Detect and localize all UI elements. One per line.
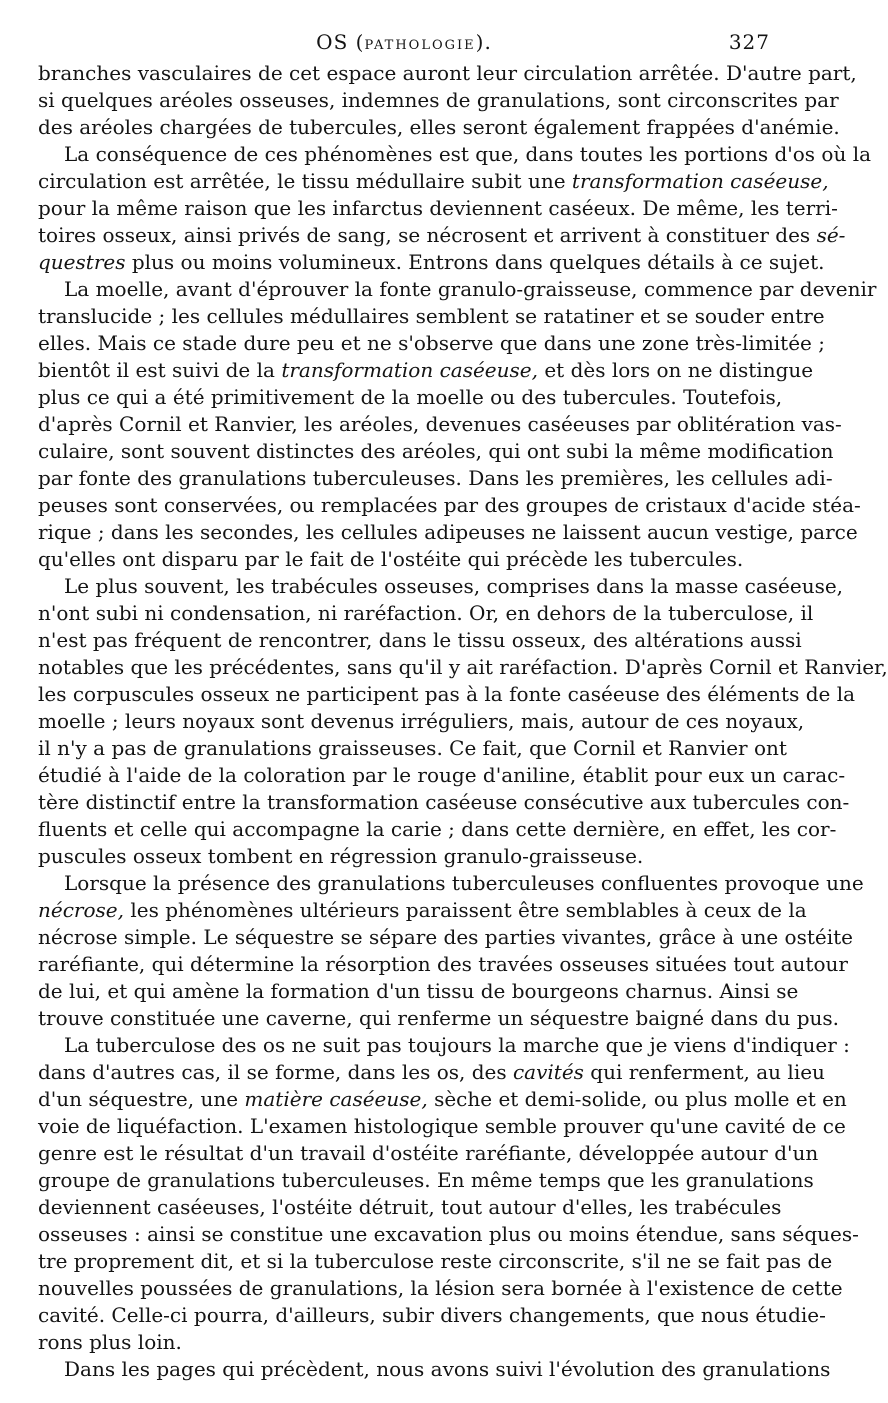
text-line [38,87,839,114]
text-run: deviennent caséeuses, l'ostéite détruit, tout autour d'elles, les trabécules [38,1195,782,1219]
text-line [38,681,856,708]
text-run: les phénomènes ultérieurs paraissent être semblables à ceux de la [123,898,807,922]
text-run: puscules osseux tombent en régression granulo-graisseuse. [38,844,644,868]
text-line [38,1059,825,1086]
text-run: genre est le résultat d'un travail d'ostéite raréfiante, développée autour d'un [38,1141,819,1165]
text-line [38,924,853,951]
text-line [38,843,768,870]
text-line [38,978,799,1005]
text-line [38,600,814,627]
text-line [38,1113,846,1140]
text-line [38,1005,840,1032]
text-run: étudié à l'aide de la coloration par le rouge d'aniline, établit pour eux un carac- [38,763,846,787]
italic-run: questres [38,250,126,274]
text-line [38,222,846,249]
text-run: nouvelles poussées de granulations, la lésion sera bornée à l'existence de cette [38,1276,843,1300]
text-run: toires osseux, ainsi privés de sang, se nécrosent et arrivent à constituer des [38,223,817,247]
text-line [38,789,850,816]
text-line [38,735,787,762]
text-line [38,546,768,573]
text-line [38,438,834,465]
italic-run: matière caséeuse, [244,1087,428,1111]
text-run: translucide ; les cellules médullaires semblent se ratatiner et se souder entre [38,304,825,328]
text-line [38,870,864,897]
text-run: sèche et demi-solide, ou plus molle et en [427,1087,847,1111]
text-run: dans d'autres cas, il se forme, dans les os, des [38,1060,513,1084]
text-run: bientôt il est suivi de la [38,358,282,382]
text-run: d'un séquestre, une [38,1087,245,1111]
text-line [38,357,814,384]
text-line [38,1329,768,1356]
text-line [38,384,783,411]
text-run: rons plus loin. [38,1330,182,1354]
text-line [38,573,844,600]
text-line [38,654,888,681]
italic-run: nécrose, [38,898,124,922]
text-run: Lorsque la présence des granulations tuberculeuses confluentes provoque une [64,871,864,895]
text-run: La tuberculose des os ne suit pas toujours la marche que je viens d'indiquer : [64,1033,850,1057]
running-header [38,30,770,58]
text-run: La moelle, avant d'éprouver la fonte granulo-graisseuse, commence par devenir [64,277,877,301]
text-run: circulation est arrêtée, le tissu médullaire subit une [38,169,572,193]
text-line [38,330,825,357]
text-run: qu'elles ont disparu par le fait de l'ostéite qui précède les tubercules. [38,547,744,571]
text-run: de lui, et qui amène la formation d'un tissu de bourgeons charnus. Ainsi se [38,979,799,1003]
italic-run: transformation caséeuse, [571,169,829,193]
text-line [38,708,805,735]
text-line [38,1248,833,1275]
text-run: par fonte des granulations tuberculeuses. Dans les premières, les cellules adi- [38,466,833,490]
text-run: pour la même raison que les infarctus deviennent caséeux. De même, les terri- [38,196,838,220]
text-run: cavité. Celle-ci pourra, d'ailleurs, subir divers changements, que nous étudie- [38,1303,826,1327]
text-run: groupe de granulations tuberculeuses. En même temps que les granulations [38,1168,814,1192]
text-line [38,1086,847,1113]
text-line [38,1194,782,1221]
text-run: et dès lors on ne distingue [537,358,814,382]
text-line [38,492,861,519]
text-run: moelle ; leurs noyaux sont devenus irréguliers, mais, autour de ces noyaux, [38,709,805,733]
text-run: plus ou moins volumineux. Entrons dans quelques détails à ce sujet. [125,250,825,274]
text-line [38,114,840,141]
text-line [38,1302,826,1329]
text-line [38,897,807,924]
text-line [38,249,825,276]
text-line [38,1356,831,1383]
text-run: notables que les précédentes, sans qu'il y ait raréfaction. D'après Cornil et Ranvier, [38,655,888,679]
text-line [38,168,829,195]
italic-run: cavités [512,1060,584,1084]
text-line [38,60,857,87]
text-run: peuses sont conservées, ou remplacées par des groupes de cristaux d'acide stéa- [38,493,861,517]
text-run: trouve constituée une caverne, qui renferme un séquestre baigné dans du pus. [38,1006,840,1030]
text-line [38,519,858,546]
text-run: il n'y a pas de granulations graisseuses. Ce fait, que Cornil et Ranvier ont [38,736,787,760]
text-line [38,1167,814,1194]
text-run: voie de liquéfaction. L'examen histologique semble prouver qu'une cavité de ce [38,1114,846,1138]
text-run: qui renferment, au lieu [583,1060,825,1084]
text-run: branches vasculaires de cet espace auront leur circulation arrêtée. D'autre part, [38,61,857,85]
text-run: si quelques aréoles osseuses, indemnes de granulations, sont circonscrites par [38,88,839,112]
text-line [38,762,846,789]
italic-run: sé- [816,223,846,247]
text-run: tre proprement dit, et si la tuberculose reste circonscrite, s'il ne se fait pas de [38,1249,833,1273]
text-line [38,1275,843,1302]
text-run: fluents et celle qui accompagne la carie ; dans cette dernière, en effet, les cor- [38,817,837,841]
text-run: raréfiante, qui détermine la résorption des travées osseuses situées tout autour [38,952,848,976]
text-run: n'ont subi ni condensation, ni raréfaction. Or, en dehors de la tuberculose, il [38,601,814,625]
text-line [38,195,838,222]
text-run: culaire, sont souvent distinctes des aréoles, qui ont subi la même modification [38,439,834,463]
text-run: elles. Mais ce stade dure peu et ne s'observe que dans une zone très-limitée ; [38,331,825,355]
text-line [38,411,842,438]
text-run: nécrose simple. Le séquestre se sépare des parties vivantes, grâce à une ostéite [38,925,853,949]
text-run: les corpuscules osseux ne participent pas à la fonte caséeuse des éléments de la [38,682,856,706]
text-run: rique ; dans les secondes, les cellules adipeuses ne laissent aucun vestige, parce [38,520,858,544]
text-line [38,627,802,654]
text-line [38,276,877,303]
text-line [38,1221,859,1248]
text-line [38,951,848,978]
text-line [38,816,837,843]
text-line [38,465,833,492]
text-run: tère distinctif entre la transformation caséeuse consécutive aux tubercules con- [38,790,850,814]
text-line [38,1032,850,1059]
body-text [38,60,888,1383]
text-run: osseuses : ainsi se constitue une excavation plus ou moins étendue, sans séques- [38,1222,859,1246]
text-run: Dans les pages qui précèdent, nous avons suivi l'évolution des granulations [64,1357,831,1381]
text-run: des aréoles chargées de tubercules, elles seront également frappées d'anémie. [38,115,840,139]
running-title: OS (PATHOLOGIE). [316,30,492,54]
text-run: n'est pas fréquent de rencontrer, dans le tissu osseux, des altérations aussi [38,628,802,652]
text-line [38,303,825,330]
text-run: Le plus souvent, les trabécules osseuses, comprises dans la masse caséeuse, [64,574,844,598]
text-run: plus ce qui a été primitivement de la moelle ou des tubercules. Toutefois, [38,385,783,409]
text-line [38,1140,819,1167]
text-run: d'après Cornil et Ranvier, les aréoles, devenues caséeuses par oblitération vas- [38,412,842,436]
italic-run: transformation caséeuse, [281,358,538,382]
text-run: La conséquence de ces phénomènes est que, dans toutes les portions d'os où la [64,142,872,166]
page-number: 327 [728,30,770,54]
text-line [38,141,872,168]
